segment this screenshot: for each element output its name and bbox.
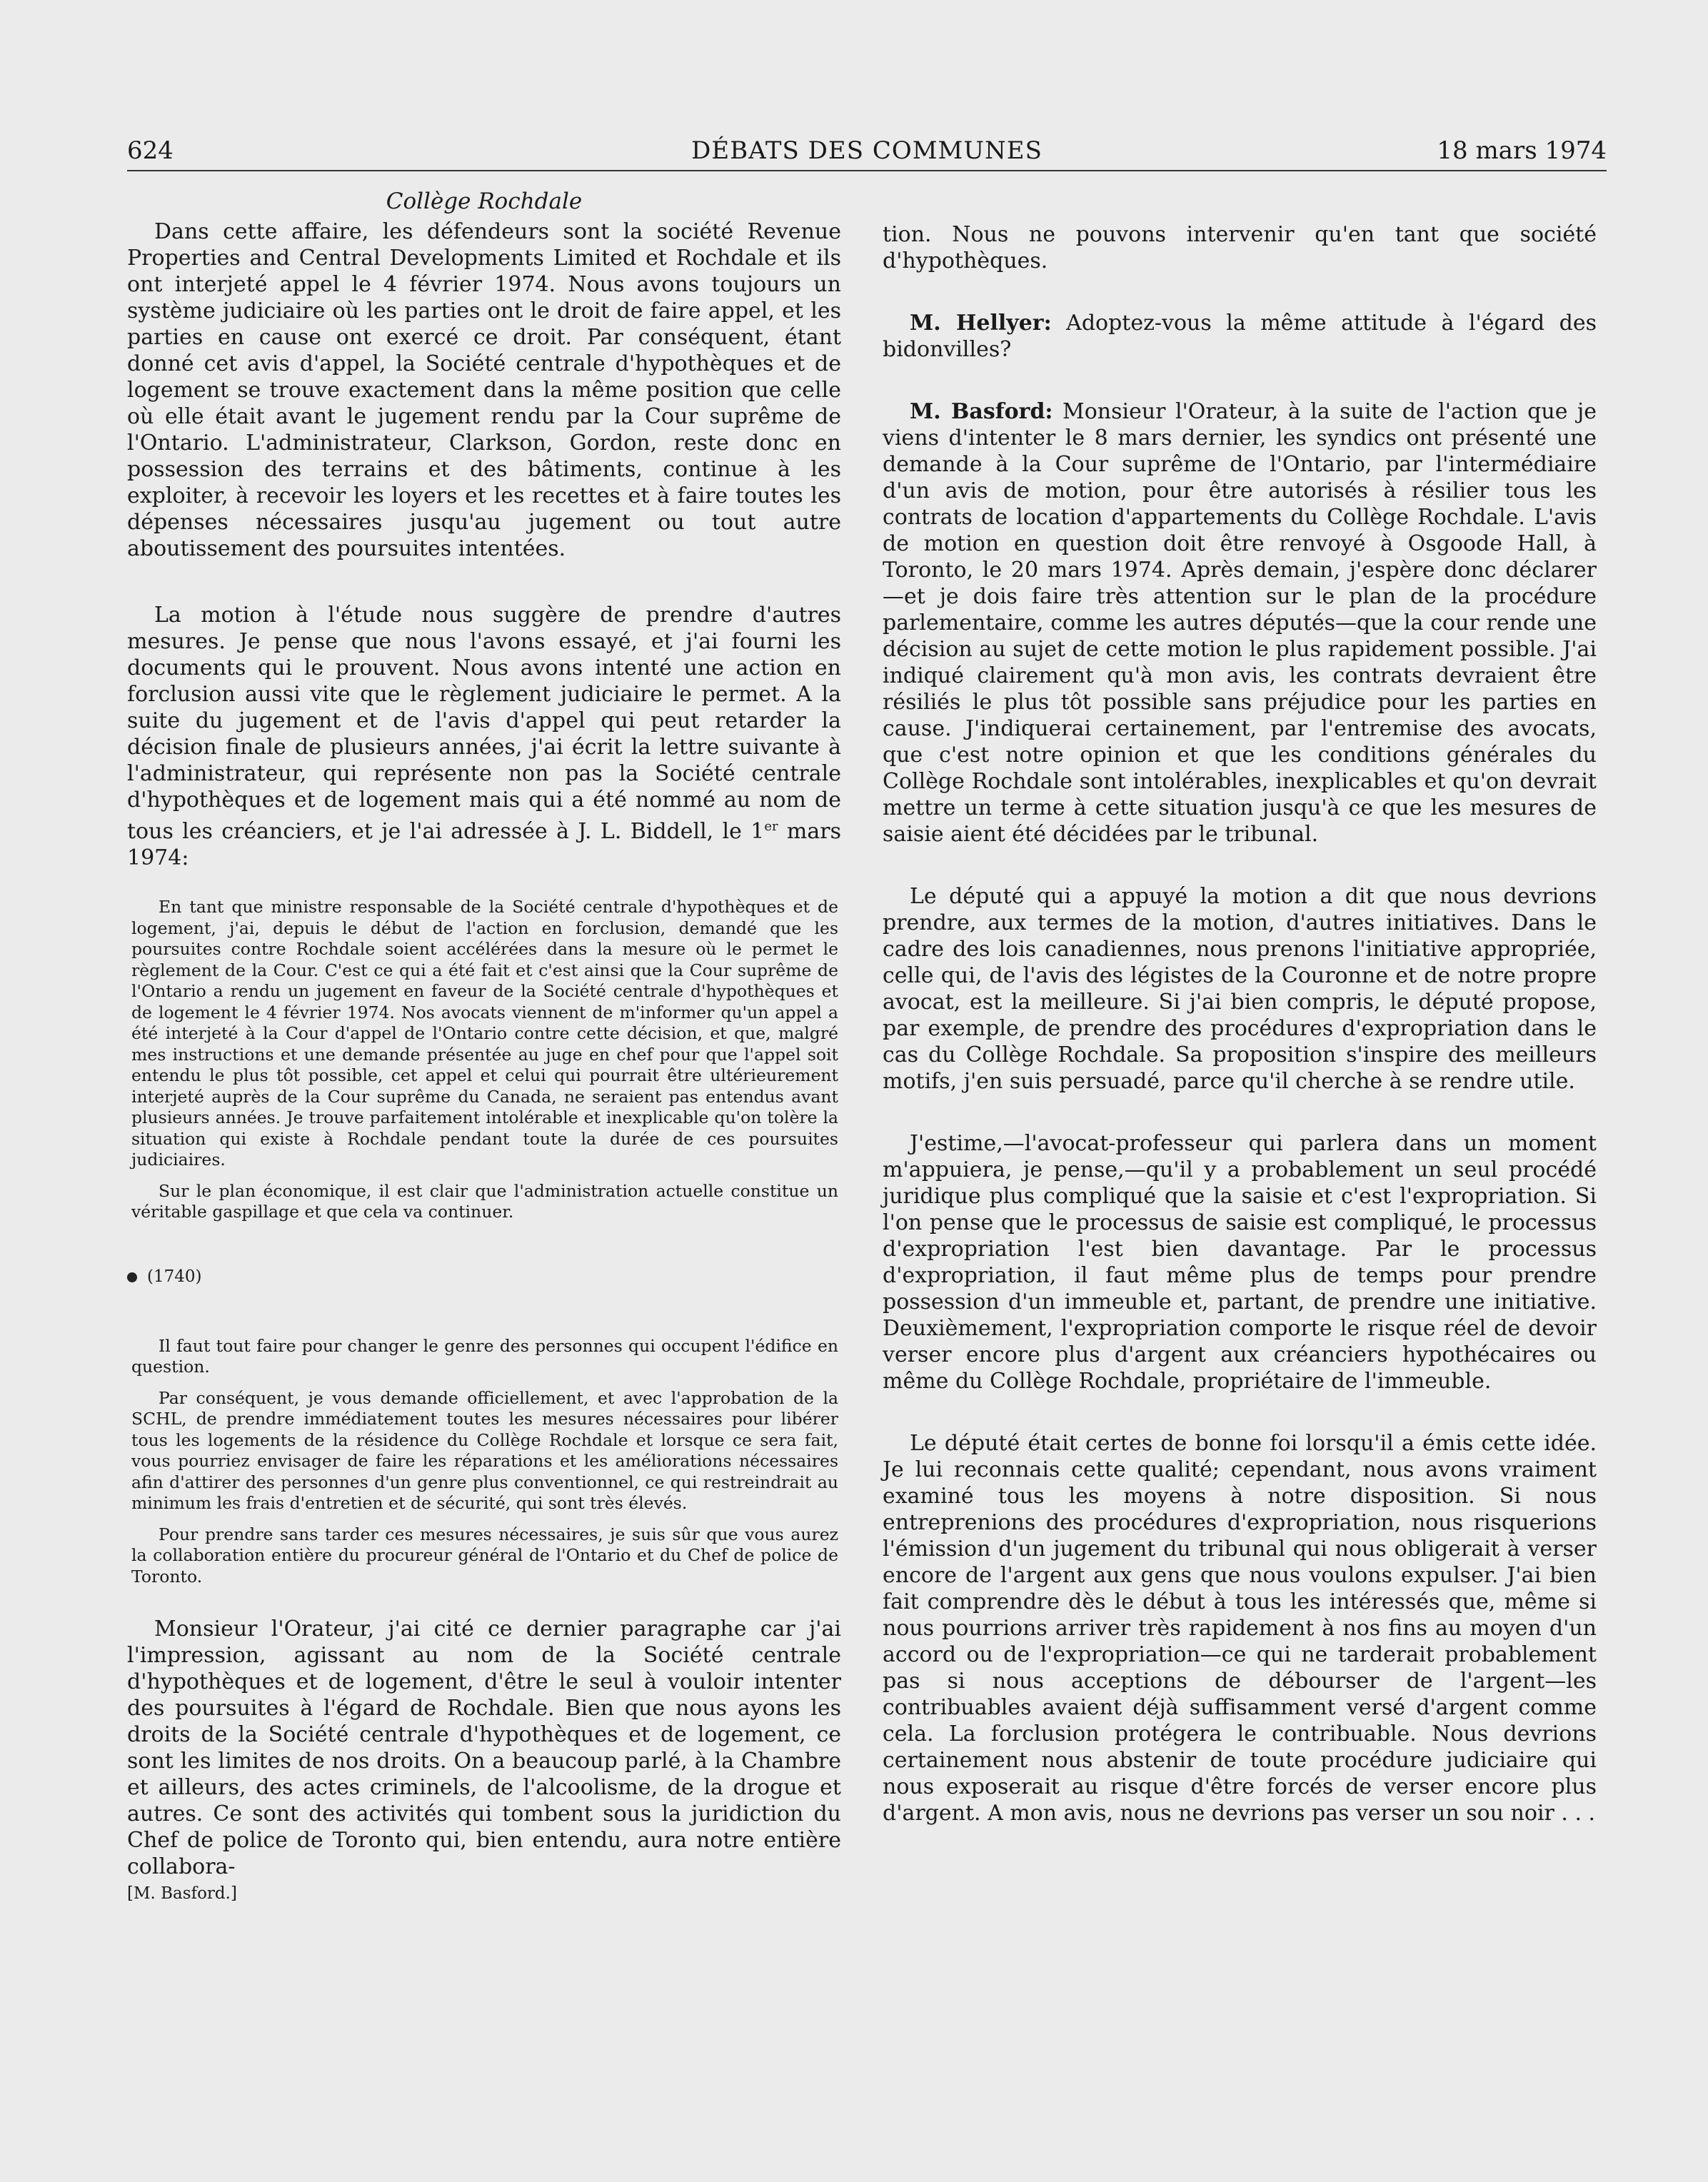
paragraph: Monsieur l'Orateur, j'ai cité ce dernier paragraphe car j'ai l'impression, agissant au nom de la Société centrale d'hypothèques et de logement, d'être le seul à vouloir intenter des poursuites à l'égard de Rochdale. Bien que nous ayons les droits de la Société centrale d'hypothèques et de logement, ce sont les limites de nos droits. On a beaucoup parlé, à la Chambre et ailleurs, des actes criminels, de l'alcoolisme, de la drogue et autres. Ce sont des activités qui tombent sous la juridiction du Chef de police de Toronto qui, bien entendu, aura notre entière collabora- [127,1617,841,1879]
quoted-letter-paragraph: Sur le plan économique, il est clair que l'administration actuelle constitue un véritable gaspillage et que cela va continuer. [131,1180,838,1222]
quoted-letter-paragraph: Il faut tout faire pour changer le genre des personnes qui occupent l'édifice en question. [131,1335,838,1377]
quoted-letter-paragraph: Pour prendre sans tarder ces mesures nécessaires, je suis sûr que vous aurez la collaboration entière du procureur général de l'Ontario et du Chef de police de Toronto. [131,1524,838,1587]
paragraph: J'estime,—l'avocat-professeur qui parlera dans un moment m'appuiera, je pense,—qu'il y a probablement un seul procédé juridique plus compliqué que la saisie et c'est l'expropriation. Si l'on pense que le processus de saisie est compliqué, le processus d'expropriation l'est bien davantage. Par le processus d'expropriation, il faut même plus de temps pour prendre possession d'un immeuble et, partant, de prendre une initiative. Deuxièmement, l'expropriation comporte le risque réel de devoir verser encore plus d'argent aux créanciers hypothécaires ou même du Collège Rochdale, propriétaire de l'immeuble. [883,1131,1597,1394]
paragraph: Le député était certes de bonne foi lorsqu'il a émis cette idée. Je lui reconnais cette qualité; cependant, nous avons vraiment examiné tous les moyens à notre disposition. Si nous entreprenions des procédures d'expropriation, nous risquerions l'émission d'un jugement du tribunal qui nous obligerait à verser encore de l'argent aux gens que nous voulons expulser. J'ai bien fait comprendre dès le début à tous les intéressés que, même si nous pourrions arriver très rapidement à nos fins au moyen d'un accord ou de l'expropriation—ce qui ne tarderait probablement pas si nous acceptions de débourser de l'argent—les contribuables avaient déjà suffisamment versé d'argent comme cela. La forclusion protégera le contribuable. Nous devrions certainement nous abstenir de toute procédure judiciaire qui nous exposerait au risque d'être forcés de verser encore plus d'argent. A mon avis, nous ne devrions pas verser un sou noir . . . [883,1431,1597,1826]
paragraph: M. Hellyer: Adoptez-vous la même attitude à l'égard des bidonvilles? [883,311,1597,362]
bullet-icon [127,1272,137,1282]
speaker-name: M. Hellyer: [910,311,1052,336]
publication-title: DÉBATS DES COMMUNES [691,136,1043,165]
continued-speaker-note: [M. Basford.] [127,1884,237,1903]
page-header [127,131,1607,171]
timestamp: (1740) [127,1266,841,1287]
paragraph: M. Basford: Monsieur l'Orateur, à la suite de l'action que je viens d'intenter le 8 mars dernier, les syndics ont présenté une demande à la Cour suprême de l'Ontario, par l'intermédiaire d'un avis de motion, pour être autorisés à résilier tous les contrats de location d'appartements du Collège Rochdale. L'avis de motion en question doit être renvoyé à Osgoode Hall, à Toronto, le 20 mars 1974. Après demain, j'espère donc déclarer—et je dois faire très attention sur le plan de la procédure parlementaire, comme les autres députés—que la cour rende une décision au sujet de cette motion le plus rapidement possible. J'ai indiqué clairement qu'à mon avis, les contrats devraient être résiliés le plus tôt possible sans préjudice pour les parties en cause. J'indiquerai certainement, par l'entremise des avocats, que c'est notre opinion et que les conditions générales du Collège Rochdale sont intolérables, inexplicables et qu'on devrait mettre un terme à cette situation jusqu'à ce que les mesures de saisie aient été décidées par le tribunal. [883,399,1597,847]
section-rubric: Collège Rochdale [386,188,583,214]
paragraph: tion. Nous ne pouvons intervenir qu'en tant que société d'hypothèques. [883,222,1597,273]
right-column [883,221,1597,1856]
left-column [127,184,841,1904]
header-date: 18 mars 1974 [1437,136,1607,165]
paragraph: Le député qui a appuyé la motion a dit que nous devrions prendre, aux termes de la motion, d'autres initiatives. Dans le cadre des lois canadiennes, nous prenons l'initiative appropriée, celle qui, de l'avis des légistes de la Couronne et de notre propre avocat, est la meilleure. Si j'ai bien compris, le député propose, par exemple, de prendre des procédures d'expropriation dans le cas du Collège Rochdale. Sa proposition s'inspire des meilleurs motifs, j'en suis persuadé, parce qu'il cherche à se rendre utile. [883,884,1597,1094]
paragraph: Dans cette affaire, les défendeurs sont la société Revenue Properties and Central Developments Limited et Rochdale et ils ont interjeté appel le 4 février 1974. Nous avons toujours un système judiciaire où les parties ont le droit de faire appel, et les parties en cause ont exercé ce droit. Par conséquent, étant donné cet avis d'appel, la Société centrale d'hypothèques et de logement se trouve exactement dans la même position que celle où elle était avant le jugement rendu par la Cour suprême de l'Ontario. L'administrateur, Clarkson, Gordon, reste donc en possession des terrains et des bâtiments, continue à les exploiter, à recevoir les loyers et les recettes et à faire toutes les dépenses nécessaires jusqu'au jugement ou tout autre aboutissement des poursuites intentées. [127,219,841,561]
speaker-name: M. Basford: [910,399,1053,424]
quoted-letter-paragraph: Par conséquent, je vous demande officiellement, et avec l'approbation de la SCHL, de prendre immédiatement toutes les mesures nécessaires pour libérer tous les logements de la résidence du Collège Rochdale et lorsque ce sera fait, vous pourriez envisager de faire les réparations et les améliorations nécessaires afin d'attirer des personnes d'un genre plus conventionnel, ce qui restreindrait au minimum les frais d'entretien et de sécurité, qui sont très élevés. [131,1387,838,1513]
page-number: 624 [127,136,174,165]
paragraph: La motion à l'étude nous suggère de prendre d'autres mesures. Je pense que nous l'avons essayé, et j'ai fourni les documents qui le prouvent. Nous avons intenté une action en forclusion aussi vite que le règlement judiciaire le permet. A la suite du jugement et de l'avis d'appel qui peut retarder la décision finale de plusieurs années, j'ai écrit la lettre suivante à l'administrateur, qui représente non pas la Société centrale d'hypothèques et de logement mais qui a été nommé au nom de tous les créanciers, et je l'ai adressée à J. L. Biddell, le 1er mars 1974: [127,603,841,870]
quoted-letter-paragraph: En tant que ministre responsable de la Société centrale d'hypothèques et de logement, j'ai, depuis le début de l'action en forclusion, demandé que les poursuites contre Rochdale soient accélérées dans la mesure où le permet le règlement de la Cour. C'est ce qui a été fait et c'est ainsi que la Cour suprême de l'Ontario a rendu un jugement en faveur de la Société centrale d'hypothèques et de logement le 4 février 1974. Nos avocats viennent de m'informer qu'un appel a été interjeté à la Cour d'appel de l'Ontario contre cette décision, et que, malgré mes instructions et une demande présentée au juge en chef pour que l'appel soit entendu le plus tôt possible, cet appel et celui qui pourrait être ultérieurement interjeté auprès de la Cour suprême du Canada, ne seraient pas entendus avant plusieurs années. Je trouve parfaitement intolérable et inexplicable qu'on tolère la situation qui existe à Rochdale pendant toute la durée de ces poursuites judiciaires. [131,897,838,1170]
